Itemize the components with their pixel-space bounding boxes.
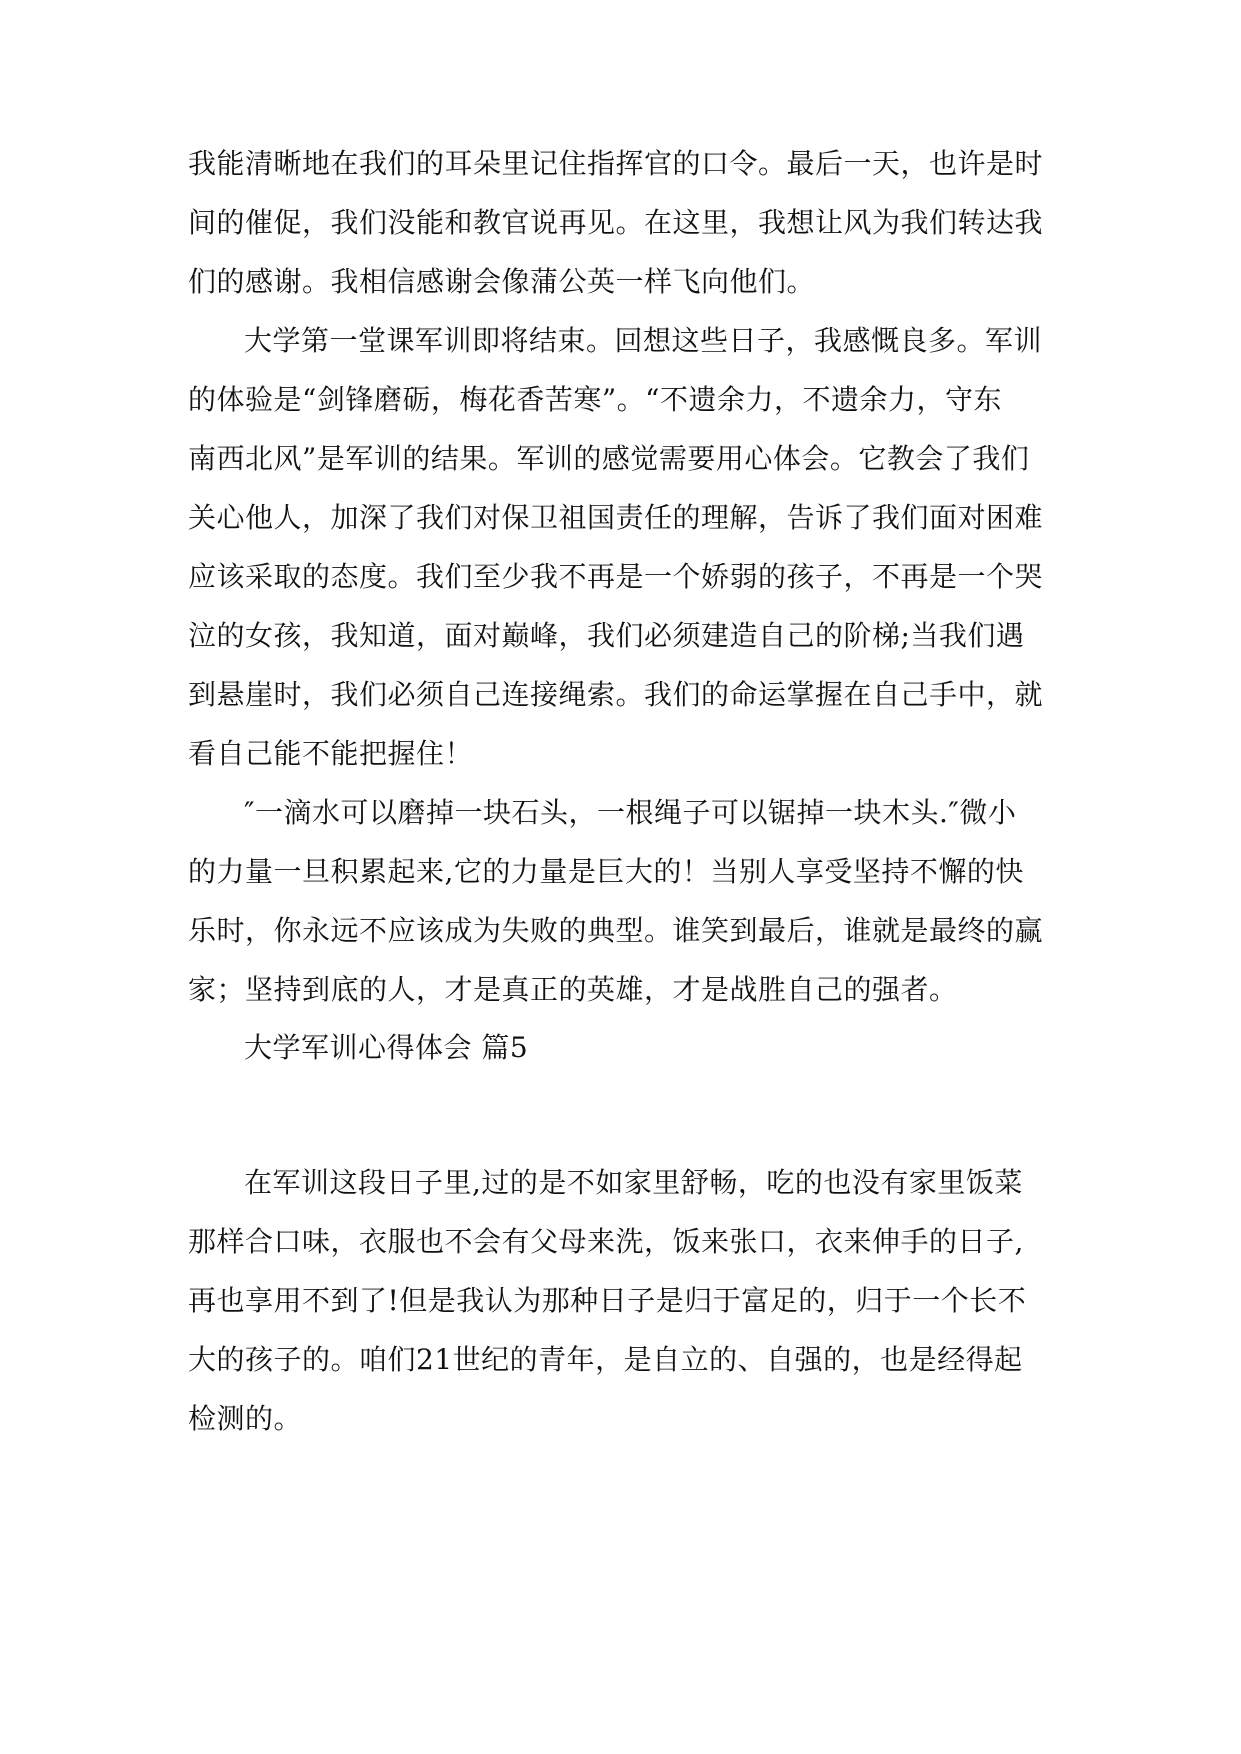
paragraph-1-line-3: 们的感谢。我相信感谢会像蒲公英一样飞向他们。 <box>188 265 816 298</box>
paragraph-2-line-7: 到悬崖时，我们必须自己连接绳索。我们的命运掌握在自己手中，就 <box>188 678 1044 711</box>
paragraph-4-line-1: 在军训这段日子里,过的是不如家里舒畅，吃的也没有家里饭菜 <box>244 1166 1023 1199</box>
paragraph-2-line-4: 关心他人，加深了我们对保卫祖国责任的理解，告诉了我们面对困难 <box>188 501 1044 534</box>
section-heading: 大学军训心得体会 篇5 <box>244 1031 529 1064</box>
paragraph-2-line-8: 看自己能不能把握住！ <box>188 737 474 770</box>
paragraph-2-line-2: 的体验是“剑锋磨砺，梅花香苦寒”。“不遗余力，不遗余力，守东 <box>188 383 1002 416</box>
paragraph-3-line-1: ″一滴水可以磨掉一块石头，一根绳子可以锯掉一块木头.″微小 <box>244 796 1017 829</box>
paragraph-3-line-4: 家；坚持到底的人，才是真正的英雄，才是战胜自己的强者。 <box>188 973 958 1006</box>
paragraph-2-line-1: 大学第一堂课军训即将结束。回想这些日子，我感慨良多。军训 <box>244 324 1043 357</box>
paragraph-2-line-6: 泣的女孩，我知道，面对巅峰，我们必须建造自己的阶梯;当我们遇 <box>188 619 1025 652</box>
paragraph-3-line-3: 乐时，你永远不应该成为失败的典型。谁笑到最后，谁就是最终的赢 <box>188 914 1044 947</box>
paragraph-3-line-2: 的力量一旦积累起来,它的力量是巨大的！当别人享受坚持不懈的快 <box>188 855 1024 888</box>
paragraph-4-line-5: 检测的。 <box>188 1402 303 1435</box>
paragraph-4-line-4: 大的孩子的。咱们21世纪的青年，是自立的、自强的，也是经得起 <box>188 1343 1023 1376</box>
paragraph-2-line-3: 南西北风”是军训的结果。军训的感觉需要用心体会。它教会了我们 <box>188 442 1030 475</box>
paragraph-1-line-1: 我能清晰地在我们的耳朵里记住指挥官的口令。最后一天，也许是时 <box>188 147 1044 180</box>
paragraph-4-line-2: 那样合口味，衣服也不会有父母来洗，饭来张口，衣来伸手的日子, <box>188 1225 1024 1258</box>
paragraph-2-line-5: 应该采取的态度。我们至少我不再是一个娇弱的孩子，不再是一个哭 <box>188 560 1044 593</box>
paragraph-1-line-2: 间的催促，我们没能和教官说再见。在这里，我想让风为我们转达我 <box>188 206 1044 239</box>
paragraph-4-line-3: 再也享用不到了!但是我认为那种日子是归于富足的，归于一个长不 <box>188 1284 1027 1317</box>
